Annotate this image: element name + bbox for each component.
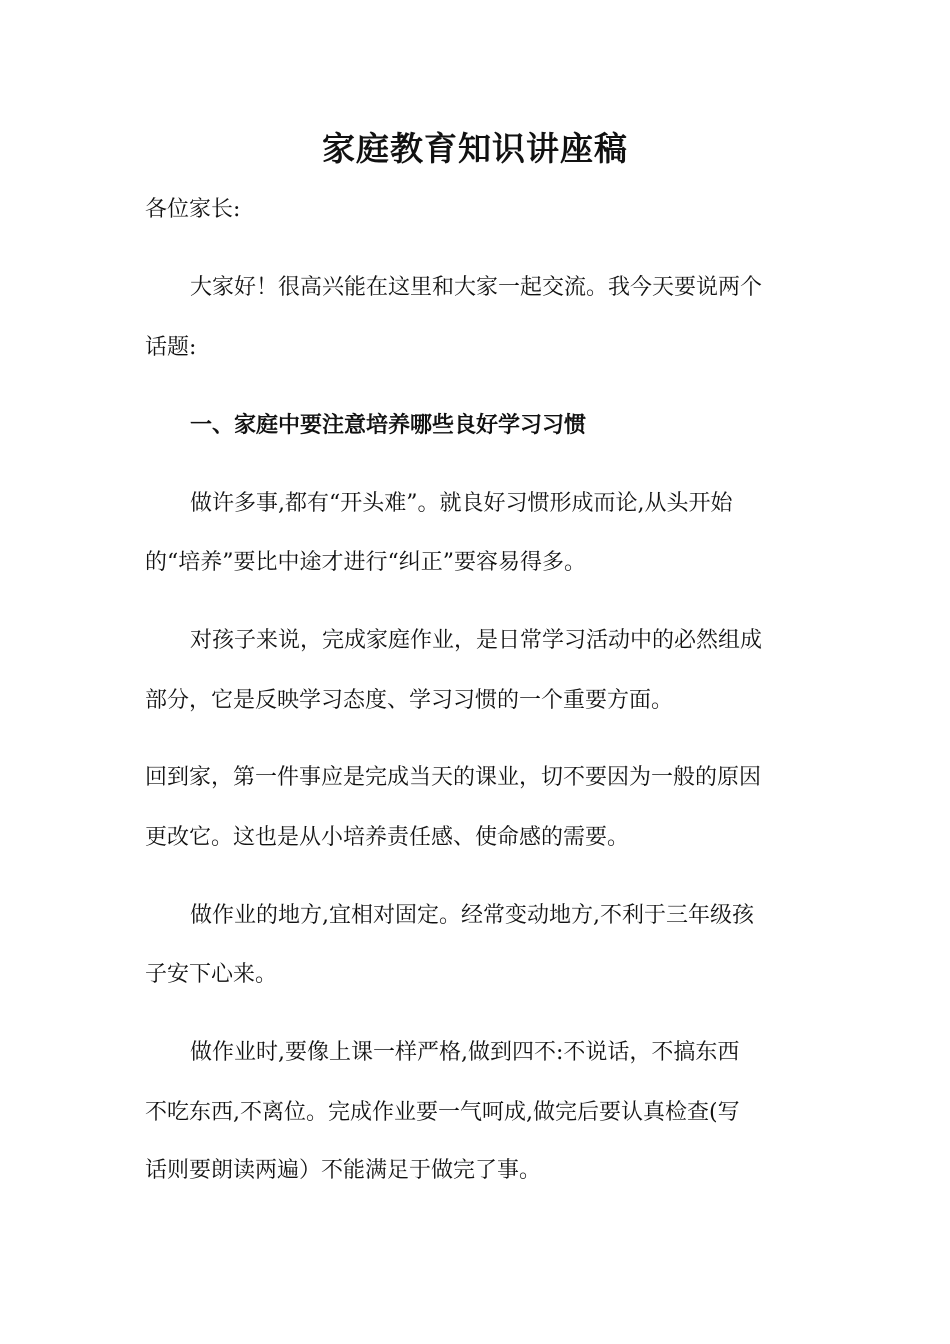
paragraph-intro-line-1: 大家好！很高兴能在这里和大家一起交流。我今天要说两个 (190, 275, 763, 300)
paragraph-4-line-2: 更改它。这也是从小培养责任感、使命感的需要。 (145, 825, 630, 850)
document-title: 家庭教育知识讲座稿 (322, 129, 628, 168)
paragraph-intro-line-2: 话题: (145, 335, 197, 360)
paragraph-6-line-3: 话则要朗读两遍）不能满足于做完了事。 (145, 1158, 542, 1183)
paragraph-3-line-2: 部分，它是反映学习态度、学习习惯的一个重要方面。 (145, 688, 674, 713)
paragraph-4-line-1: 回到家，第一件事应是完成当天的课业，切不要因为一般的原因 (145, 765, 762, 790)
paragraph-5-line-2: 子安下心来。 (145, 962, 278, 987)
paragraph-2-line-2: 的“培养”要比中途才进行“纠正”要容易得多。 (145, 550, 586, 575)
paragraph-6-line-2: 不吃东西,不离位。完成作业要一气呵成,做完后要认真检查(写 (145, 1100, 740, 1125)
salutation: 各位家长: (145, 197, 241, 222)
section-heading: 一、家庭中要注意培养哪些良好学习习惯 (190, 413, 587, 438)
paragraph-2-line-1: 做许多事,都有“开头难”。就良好习惯形成而论,从头开始 (190, 491, 733, 516)
paragraph-3-line-1: 对孩子来说，完成家庭作业，是日常学习活动中的必然组成 (190, 628, 763, 653)
paragraph-5-line-1: 做作业的地方,宜相对固定。经常变动地方,不利于三年级孩 (190, 903, 754, 928)
paragraph-6-line-1: 做作业时,要像上课一样严格,做到四不:不说话，不搞东西 (190, 1040, 740, 1065)
